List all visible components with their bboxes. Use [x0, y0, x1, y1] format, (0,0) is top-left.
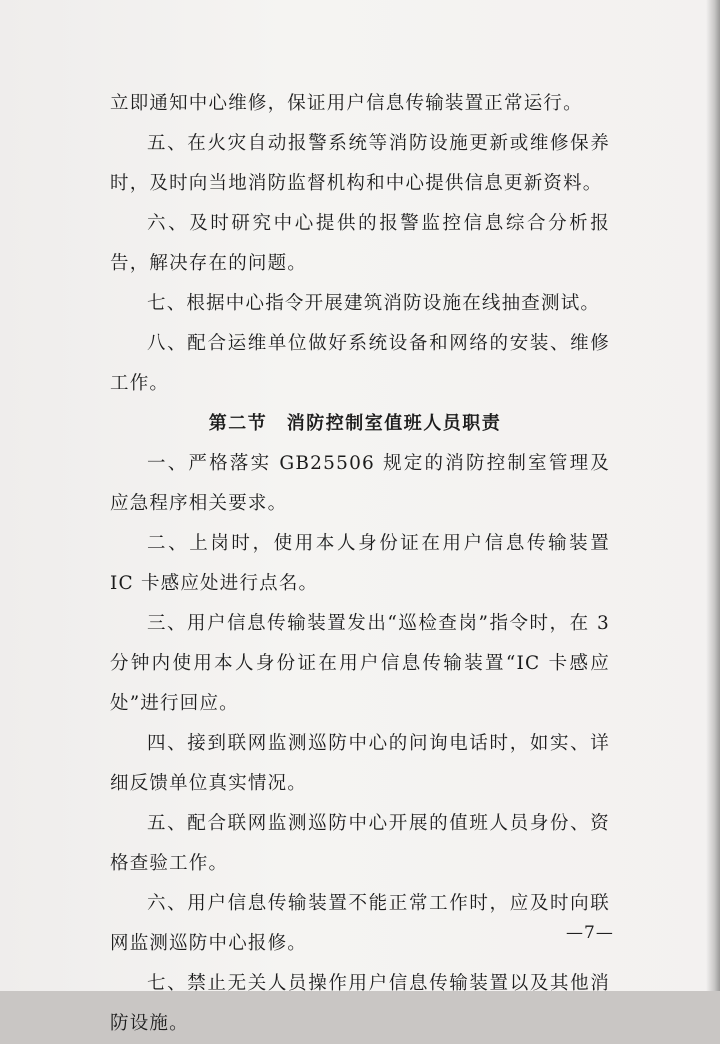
duty-item-4: 四、接到联网监测巡防中心的问询电话时，如实、详细反馈单位真实情况。 — [110, 733, 610, 794]
section-title: 第二节 消防控制室值班人员职责 — [208, 413, 502, 434]
duty-item-3: 三、用户信息传输装置发出“巡检查岗”指令时，在 3 分钟内使用本人身份证在用户信息传输装置“IC 卡感应处”进行回应。 — [110, 613, 610, 714]
duty-item-6: 六、用户信息传输装置不能正常工作时，应及时向联网监测巡防中心报修。 — [110, 893, 610, 954]
duty-item-7: 七、禁止无关人员操作用户信息传输装置以及其他消防设施。 — [110, 973, 610, 1034]
paragraph-item-6: 六、及时研究中心提供的报警监控信息综合分析报告，解决存在的问题。 — [110, 213, 610, 274]
duty-item-5: 五、配合联网监测巡防中心开展的值班人员身份、资格查验工作。 — [110, 813, 610, 874]
duty-item-1: 一、严格落实 GB25506 规定的消防控制室管理及应急程序相关要求。 — [110, 453, 610, 514]
page-number: —7— — [566, 923, 614, 943]
page-content — [110, 84, 610, 1044]
paragraph-continuation: 立即通知中心维修，保证用户信息传输装置正常运行。 — [110, 93, 583, 114]
paragraph-item-5: 五、在火灾自动报警系统等消防设施更新或维修保养时，及时向当地消防监督机构和中心提供信息更新资料。 — [110, 133, 610, 194]
paragraph-item-8: 八、配合运维单位做好系统设备和网络的安装、维修工作。 — [110, 333, 610, 394]
paragraph-item-7: 七、根据中心指令开展建筑消防设施在线抽查测试。 — [147, 293, 601, 314]
page-edge-shadow — [706, 0, 720, 991]
duty-item-2: 二、上岗时，使用本人身份证在用户信息传输装置 IC 卡感应处进行点名。 — [110, 533, 610, 594]
